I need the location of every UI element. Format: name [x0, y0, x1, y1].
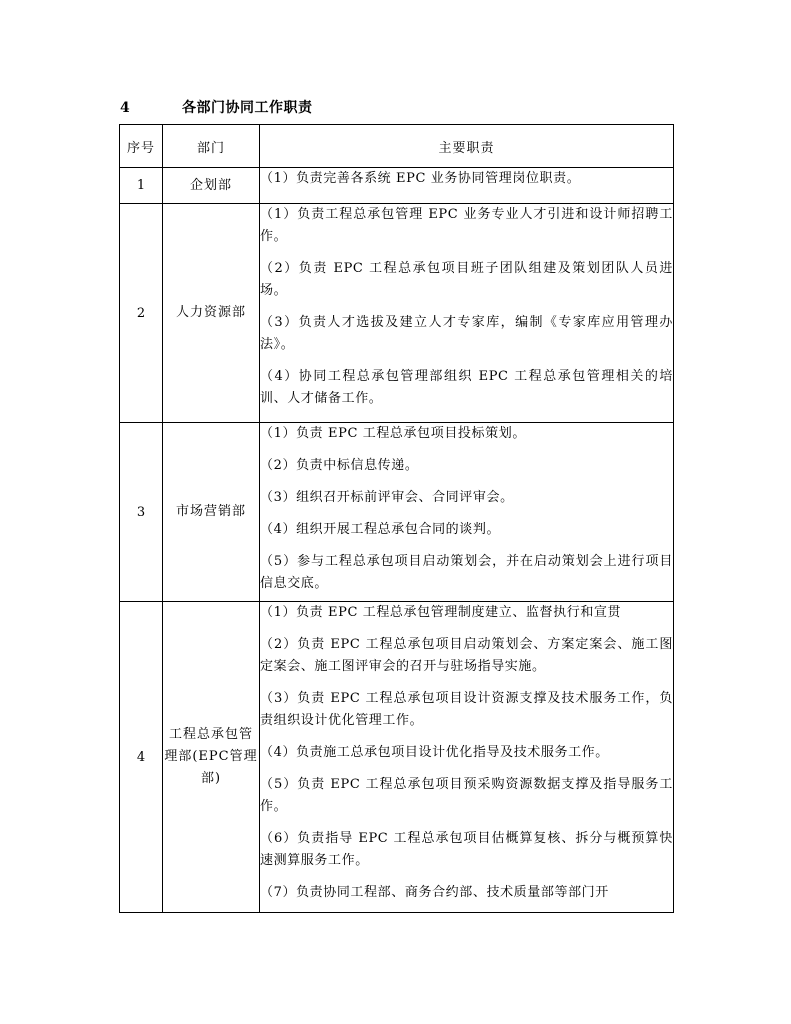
duty-item: （1）负责完善各系统 EPC 业务协同管理岗位职责。 — [260, 171, 581, 186]
duties-cell — [260, 602, 674, 913]
header-dept: 部门 — [163, 125, 260, 168]
section-heading — [120, 96, 680, 120]
duty-item: （7）负责协同工程部、商务合约部、技术质量部等部门开 — [260, 885, 609, 900]
department-name: 工程总承包管理部(EPC管理部) — [163, 602, 260, 913]
department-name: 企划部 — [163, 168, 260, 204]
row-number: 1 — [120, 168, 163, 204]
duty-item: （3）负责 EPC 工程总承包项目设计资源支撑及技术服务工作，负责组织设计优化管理工作。 — [260, 691, 673, 728]
duties-cell — [260, 423, 674, 602]
row-number: 4 — [120, 602, 163, 913]
row-number: 2 — [120, 204, 163, 423]
duty-item: （5）参与工程总承包项目启动策划会，并在启动策划会上进行项目信息交底。 — [260, 554, 673, 591]
duty-item: （5）负责 EPC 工程总承包项目预采购资源数据支撑及指导服务工作。 — [260, 777, 673, 814]
responsibility-table — [119, 124, 674, 913]
duty-item: （4）负责施工总承包项目设计优化指导及技术服务工作。 — [260, 745, 609, 760]
duty-item: （1）负责 EPC 工程总承包项目投标策划。 — [260, 426, 526, 441]
duty-item: （2）负责 EPC 工程总承包项目启动策划会、方案定案会、施工图定案会、施工图评审会的召开与驻场指导实施。 — [260, 637, 673, 674]
department-name: 人力资源部 — [163, 204, 260, 423]
duty-item: （4）协同工程总承包管理部组织 EPC 工程总承包管理相关的培训、人才储备工作。 — [260, 369, 673, 406]
duty-item: （3）负责人才选拔及建立人才专家库，编制《专家库应用管理办法》。 — [260, 315, 673, 352]
section-title: 各部门协同工作职责 — [182, 100, 313, 116]
duty-item: （1）负责工程总承包管理 EPC 业务专业人才引进和设计师招聘工作。 — [260, 207, 673, 244]
duty-item: （3）组织召开标前评审会、合同评审会。 — [260, 490, 514, 505]
section-number: 4 — [120, 100, 130, 116]
header-no: 序号 — [120, 125, 163, 168]
table-row — [120, 168, 674, 204]
table-row — [120, 602, 674, 913]
duty-item: （2）负责中标信息传递。 — [260, 458, 419, 473]
duties-cell — [260, 168, 674, 204]
department-name: 市场营销部 — [163, 423, 260, 602]
duty-item: （4）组织开展工程总承包合同的谈判。 — [260, 522, 501, 537]
duties-cell — [260, 204, 674, 423]
table-row — [120, 423, 674, 602]
duty-item: （6）负责指导 EPC 工程总承包项目估概算复核、拆分与概预算快速测算服务工作。 — [260, 831, 673, 868]
table-header-row — [120, 125, 674, 168]
duty-item: （1）负责 EPC 工程总承包管理制度建立、监督执行和宣贯 — [260, 605, 622, 620]
table-row — [120, 204, 674, 423]
duty-item: （2）负责 EPC 工程总承包项目班子团队组建及策划团队人员进场。 — [260, 261, 673, 298]
header-duties: 主要职责 — [260, 125, 674, 168]
row-number: 3 — [120, 423, 163, 602]
